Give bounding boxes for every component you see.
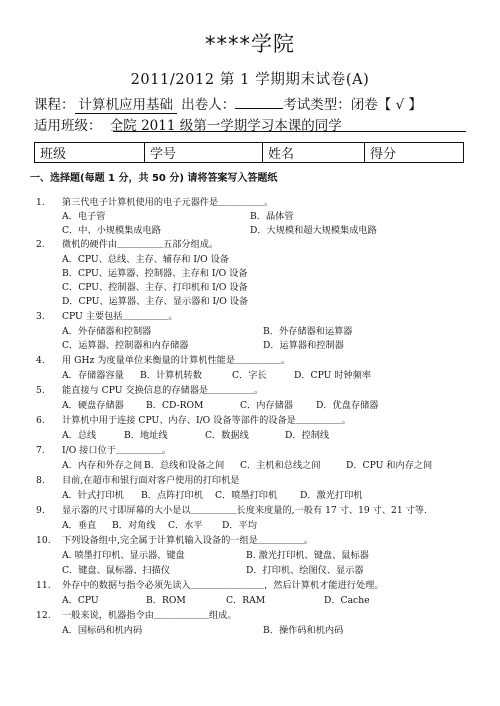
page-title: ****学院 (205, 32, 295, 56)
option: D．CPU 时钟频率 (294, 370, 372, 381)
course-label: 课程： (34, 97, 75, 113)
option: D．控制线 (285, 430, 330, 441)
question-5: 5. 能直接与 CPU 交换信息的存储器是＿＿＿＿＿。 (36, 385, 264, 396)
option: C．主机和总线之间 (240, 460, 321, 471)
option: B．总线和设备之间 (144, 460, 225, 471)
option: B．ROM (146, 595, 186, 606)
option: A．电子管 (62, 211, 106, 222)
class-cell: 班级 (35, 143, 145, 163)
option: B．外存储器和运算器 (263, 326, 353, 337)
question-2: 2. 微机的硬件由＿＿＿＿＿五部分组成。 (36, 239, 219, 250)
option: C．键盘、鼠标器、扫描仪 (62, 565, 171, 576)
option: D．激光打印机 (300, 490, 363, 501)
option: B．CPU、运算器、控制器、主存和 I/O 设备 (62, 268, 248, 279)
option: D．CPU 和内存之间 (346, 460, 433, 471)
student-id-cell: 学号 (145, 143, 263, 163)
question-6: 6. 计算机中用于连接 CPU、内存、I/O 设备等部件的设备是＿＿＿＿＿。 (36, 415, 351, 426)
option: A．存储器容量 (62, 370, 124, 381)
option: A．内存和外存之间 (62, 460, 143, 471)
option: B．计算机转数 (140, 370, 202, 381)
option: D．运算器和控制器 (263, 340, 344, 351)
score-cell: 得分 (365, 143, 464, 163)
option: D．Cache (324, 595, 370, 606)
option: B. 激光打印机、键盘、鼠标器 (246, 550, 369, 561)
question-1: 1. 第三代电子计算机使用的电子元器件是＿＿＿＿＿。 (36, 197, 274, 208)
option: A．国标码和机内码 (62, 625, 143, 636)
question-12: 12. 一般来说，机器指令由＿＿＿＿＿＿组成。 (36, 610, 237, 621)
question-3: 3. CPU 主要包括＿＿＿＿＿。 (36, 311, 178, 322)
option: A．垂直 (62, 520, 97, 531)
option: D．CPU、运算器、主存、显示器和 I/O 设备 (62, 296, 249, 307)
option: C．中、小规模集成电路 (62, 225, 161, 236)
question-11: 11. 外存中的数据与指令必须先读入＿＿＿＿＿＿＿＿，然后计算机才能进行处理。 (36, 580, 384, 591)
exam-subtitle: 2011/2012 第 1 学期期末试卷(A) (130, 72, 370, 88)
option: A．针式打印机 (62, 490, 124, 501)
option: D．打印机、绘图仪、显示器 (246, 565, 364, 576)
class-underline (113, 131, 466, 132)
option: C．数据线 (205, 430, 249, 441)
option: A．总线 (62, 430, 97, 441)
question-4: 4. 用 GHz 为度量单位来衡量的计算机性能是＿＿＿＿＿。 (36, 355, 291, 366)
exam-type: 考试类型：闭卷【 √ 】 (283, 97, 422, 113)
option: B．地址线 (124, 430, 168, 441)
question-10: 10. 下列设备组中,完全属于计算机输入设备的一组是＿＿＿＿＿。 (36, 535, 313, 546)
option: B．点阵打印机 (141, 490, 203, 501)
option: C．运算器、控制器和内存储器 (62, 340, 189, 351)
question-9: 9. 显示器的尺寸即屏幕的大小是以＿＿＿＿＿长度来度量的,一般有 17 寸、19 寸、21 寸等. (36, 505, 427, 516)
option: C．喷墨打印机 (215, 490, 278, 501)
option: B．晶体管 (250, 211, 294, 222)
class-value: 全院 2011 级第一学期学习本课的同学 (109, 118, 342, 134)
option: D．平均 (222, 520, 257, 531)
option: B．CD-ROM (146, 400, 204, 411)
setter-blank (235, 96, 283, 109)
name-cell: 姓名 (263, 143, 365, 163)
option: A．CPU (62, 595, 99, 606)
student-info-table (34, 142, 464, 163)
option: B．对角线 (112, 520, 156, 531)
question-7: 7. I/O 接口位于＿＿＿＿＿。 (36, 445, 172, 456)
question-8: 8. 目前,在超市和银行面对客户使用的打印机是 (36, 475, 240, 486)
option: C．RAM (226, 595, 266, 606)
option: B．操作码和机内码 (263, 625, 344, 636)
option: A．硬盘存储器 (62, 400, 124, 411)
option: D．优盘存储器 (316, 400, 379, 411)
option: C．内存储器 (240, 400, 293, 411)
option: C．CPU、控制器、主存、打印机和 I/O 设备 (62, 282, 248, 293)
option: A．CPU、总线、主存、辅存和 I/O 设备 (62, 254, 229, 265)
option: D．大规模和超大规模集成电路 (250, 225, 377, 236)
option: C．水平 (168, 520, 203, 531)
option: C．字长 (232, 370, 267, 381)
option: A．外存储器和控制器 (62, 326, 152, 337)
course-name: 计算机应用基础 (75, 93, 178, 114)
exam-meta-line (34, 93, 422, 114)
class-label: 适用班级： (34, 118, 102, 134)
setter-label: 出卷人： (181, 97, 236, 113)
option: A. 喷墨打印机、显示器、键盘 (62, 550, 185, 561)
section-heading: 一、选择题(每题 1 分，共 50 分) 请将答案写入答题纸 (30, 173, 278, 184)
